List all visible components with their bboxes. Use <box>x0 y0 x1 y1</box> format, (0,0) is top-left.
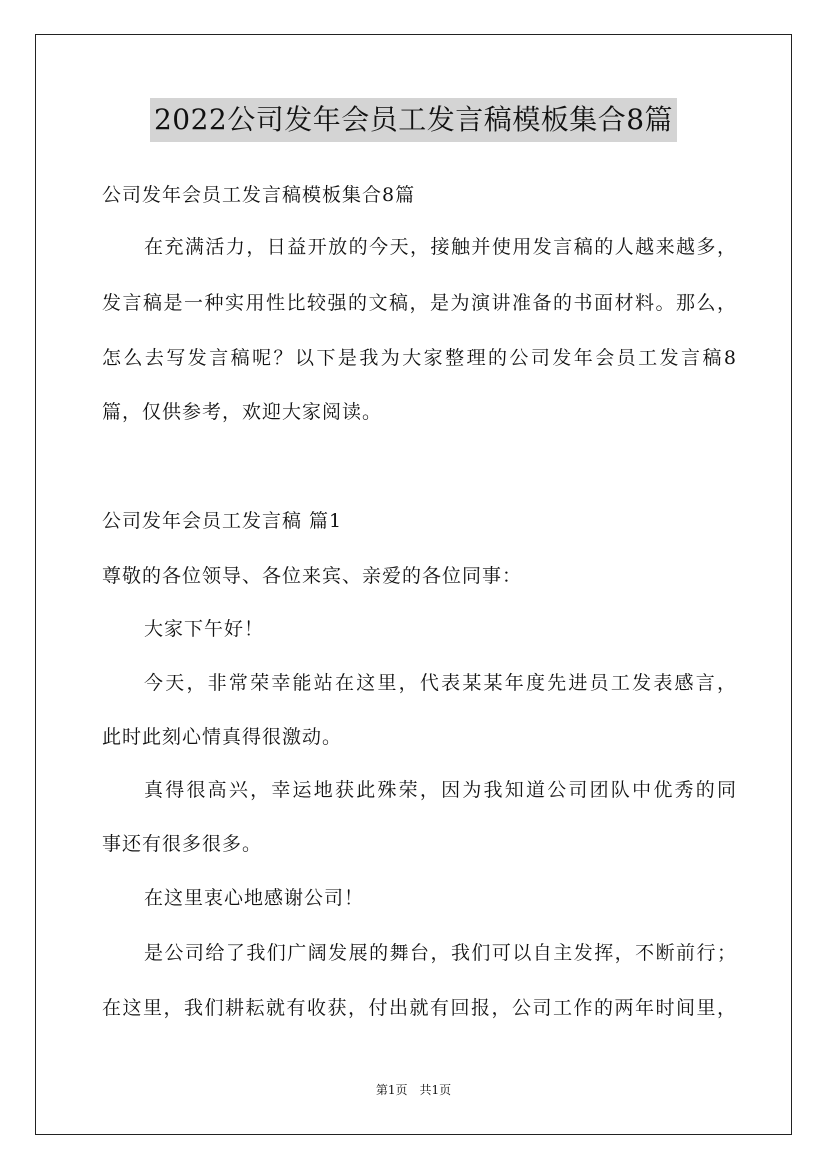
intro-line-1: 在充满活力，日益开放的今天，接触并使用发言稿的人越来越多， <box>144 236 737 258</box>
paragraph-4-line-2: 在这里，我们耕耘就有收获，付出就有回报，公司工作的两年时间里， <box>102 997 737 1019</box>
section-heading: 公司发年会员工发言稿 篇1 <box>102 510 343 532</box>
intro-line-2: 发言稿是一种实用性比较强的文稿，是为演讲准备的书面材料。那么， <box>102 292 737 314</box>
paragraph-1-line-1: 今天，非常荣幸能站在这里，代表某某年度先进员工发表感言， <box>144 672 737 694</box>
paragraph-3: 在这里衷心地感谢公司！ <box>144 887 365 909</box>
paragraph-2-line-2: 事还有很多很多。 <box>102 833 263 855</box>
paragraph-4-line-1: 是公司给了我们广阔发展的舞台，我们可以自主发挥，不断前行； <box>144 942 737 964</box>
page-number-footer: 第1页 共1页 <box>375 1083 452 1097</box>
document-subtitle: 公司发年会员工发言稿模板集合8篇 <box>102 184 416 206</box>
paragraph-2-line-1: 真得很高兴，幸运地获此殊荣，因为我知道公司团队中优秀的同 <box>144 779 737 801</box>
greeting: 大家下午好！ <box>144 618 265 640</box>
title-container <box>0 98 827 142</box>
document-title: 2022公司发年会员工发言稿模板集合8篇 <box>150 98 677 142</box>
salutation: 尊敬的各位领导、各位来宾、亲爱的各位同事： <box>102 565 523 587</box>
intro-line-3: 怎么去写发言稿呢？以下是我为大家整理的公司发年会员工发言稿8 <box>102 347 737 369</box>
paragraph-1-line-2: 此时此刻心情真得很激动。 <box>102 726 343 748</box>
intro-line-4: 篇，仅供参考，欢迎大家阅读。 <box>102 401 383 423</box>
